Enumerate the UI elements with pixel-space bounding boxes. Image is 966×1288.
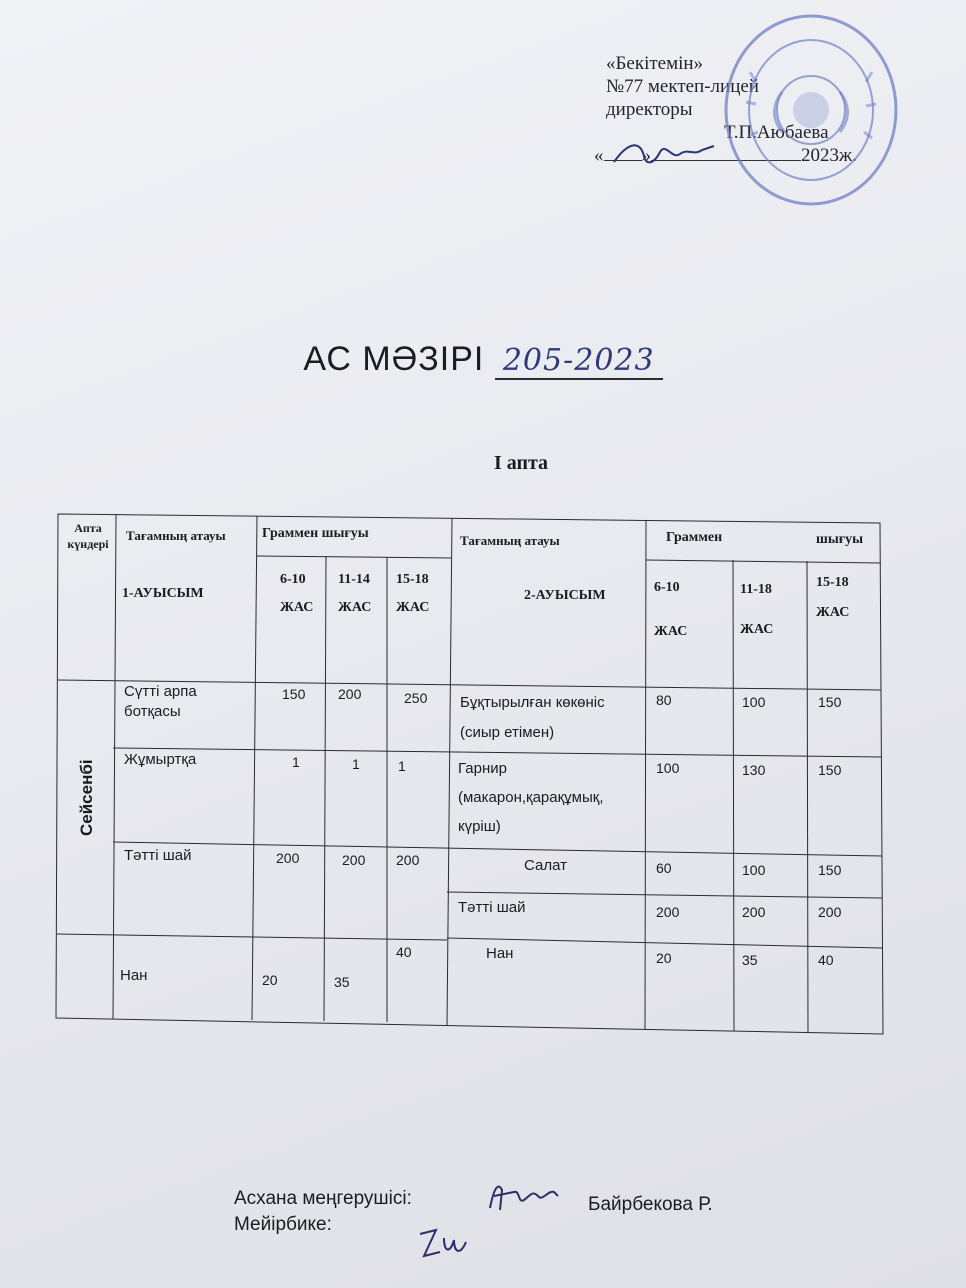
row4-v2-b: 200 xyxy=(742,904,766,920)
row5-v2-c: 40 xyxy=(818,952,834,968)
nurse-signature xyxy=(414,1222,474,1266)
row1-dish1: Сүтті арпа ботқасы xyxy=(124,683,197,720)
row2-dish2: Гарнир (макарон,қарақұмық, күріш) xyxy=(458,760,604,835)
row5-dish2: Нан xyxy=(486,945,514,962)
header-day: Апта күндері xyxy=(67,521,109,551)
row5-v1-a: 20 xyxy=(262,972,278,988)
age1-col1: 6-10 ЖАС xyxy=(280,572,314,615)
canteen-head-signature xyxy=(484,1178,564,1218)
nurse-label: Мейірбике: xyxy=(234,1214,332,1235)
header-grams2-a: Граммен xyxy=(666,530,723,545)
approval-line3: директоры xyxy=(606,99,693,120)
header-grams1: Граммен шығуы xyxy=(262,526,369,541)
row3-v2-c: 150 xyxy=(818,862,842,878)
approval-year: 2023ж. xyxy=(801,145,857,166)
row2-v2-a: 100 xyxy=(656,760,680,776)
row5-v1-c: 40 xyxy=(396,944,412,960)
director-name: Т.П.Аюбаева xyxy=(724,122,829,143)
row5-v2-a: 20 xyxy=(656,950,672,966)
header-dish1: Тағамның атауы xyxy=(126,528,226,543)
row5-dish1: Нан xyxy=(120,967,148,984)
day-name-vertical: Сейсенбі xyxy=(77,759,96,836)
date-close-quote: » xyxy=(641,145,651,166)
row1-v2-c: 150 xyxy=(818,694,842,710)
row4-dish2: Тәтті шай xyxy=(458,899,526,916)
row1-v2-a: 80 xyxy=(656,692,672,708)
row2-v1-b: 1 xyxy=(352,756,360,772)
date-open-quote: « xyxy=(594,145,604,166)
row2-v1-c: 1 xyxy=(398,758,406,774)
canteen-head-name: Байрбекова Р. xyxy=(588,1194,713,1215)
age2-col2: 11-18 ЖАС xyxy=(740,582,774,637)
header-grams2-b: шығуы xyxy=(816,532,864,547)
row3-dish1: Тәтті шай xyxy=(124,847,192,864)
header-shift2: 2-АУЫСЫМ xyxy=(524,588,606,603)
row5-v1-b: 35 xyxy=(334,974,350,990)
row1-v1-b: 200 xyxy=(338,686,362,702)
row1-v1-a: 150 xyxy=(282,686,306,702)
age2-col3: 15-18 ЖАС xyxy=(816,575,850,620)
row5-v2-b: 35 xyxy=(742,952,758,968)
handwritten-date: 205-2023 xyxy=(495,343,663,380)
row2-dish1: Жұмыртқа xyxy=(124,751,197,768)
approval-line2: №77 мектеп-лицей xyxy=(606,76,759,97)
row1-dish2: Бұқтырылған көкөніс (сиыр етімен) xyxy=(460,694,605,741)
row3-v2-a: 60 xyxy=(656,860,672,876)
row2-v2-b: 130 xyxy=(742,762,766,778)
row2-v2-c: 150 xyxy=(818,762,842,778)
header-shift1: 1-АУЫСЫМ xyxy=(122,586,204,601)
row3-v2-b: 100 xyxy=(742,862,766,878)
canteen-head-label: Асхана меңгерушісі: xyxy=(234,1188,412,1209)
row1-v2-b: 100 xyxy=(742,694,766,710)
menu-title-text: АС МӘЗІРІ xyxy=(303,340,485,378)
row3-dish2: Салат xyxy=(524,857,567,874)
age1-col3: 15-18 ЖАС xyxy=(396,572,430,615)
row3-v1-a: 200 xyxy=(276,850,300,866)
row3-v1-c: 200 xyxy=(396,852,420,868)
week-label: I апта xyxy=(493,452,549,474)
approval-line1: «Бекітемін» xyxy=(606,53,704,74)
header-dish2: Тағамның атауы xyxy=(460,533,560,548)
row1-v1-c: 250 xyxy=(404,690,428,706)
row3-v1-b: 200 xyxy=(342,852,366,868)
age2-col1: 6-10 ЖАС xyxy=(654,580,688,639)
row4-v2-c: 200 xyxy=(818,904,842,920)
row2-v1-a: 1 xyxy=(292,754,300,770)
row4-v2-a: 200 xyxy=(656,904,680,920)
age1-col2: 11-14 ЖАС xyxy=(338,572,372,615)
footer-block xyxy=(234,1186,412,1238)
